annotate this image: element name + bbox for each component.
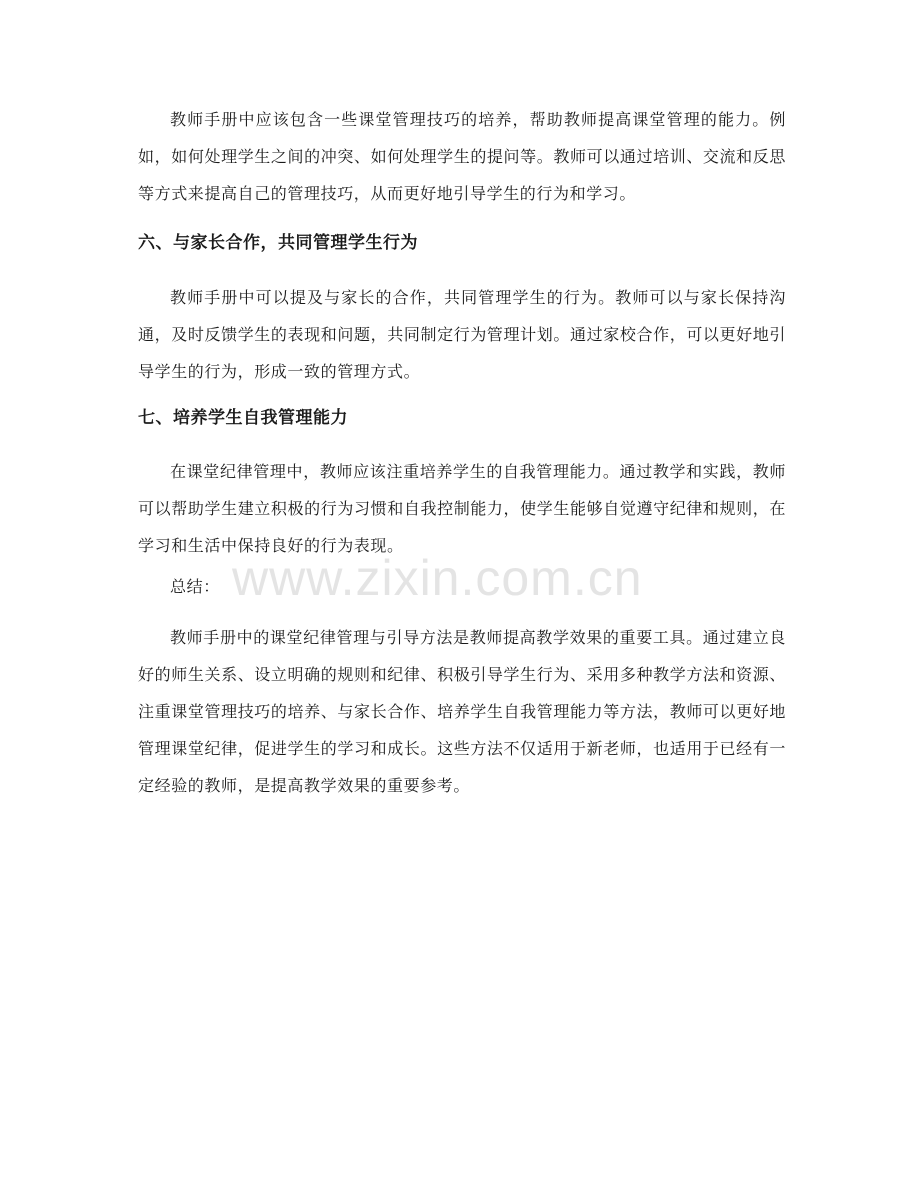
section-heading-parent-cooperation: 六、与家长合作，共同管理学生行为 bbox=[138, 233, 418, 253]
summary-label: 总结： bbox=[170, 577, 220, 596]
watermark: www.zixin.com.cn bbox=[232, 550, 643, 606]
paragraph-self-management: 在课堂纪律管理中，教师应该注重培养学生的自我管理能力。通过教学和实践，教师可以帮助学生建立积极的行为习惯和自我控制能力，使学生能够自觉遵守纪律和规则，在学习和生活中保持良好的行为表现。 bbox=[138, 462, 786, 555]
section-heading-self-management: 七、培养学生自我管理能力 bbox=[138, 408, 348, 428]
paragraph-parent-cooperation: 教师手册中可以提及与家长的合作，共同管理学生的行为。教师可以与家长保持沟通，及时反馈学生的表现和问题，共同制定行为管理计划。通过家校合作，可以更好地引导学生的行为，形成一致的管理方式。 bbox=[138, 288, 786, 381]
paragraph-classroom-management-skills: 教师手册中应该包含一些课堂管理技巧的培养，帮助教师提高课堂管理的能力。例如，如何处理学生之间的冲突、如何处理学生的提问等。教师可以通过培训、交流和反思等方式来提高自己的管理技巧，从而更好地引导学生的行为和学习。 bbox=[138, 110, 786, 203]
paragraph-summary: 教师手册中的课堂纪律管理与引导方法是教师提高教学效果的重要工具。通过建立良好的师生关系、设立明确的规则和纪律、积极引导学生行为、采用多种教学方法和资源、注重课堂管理技巧的培养、与家长合作、培养学生自我管理能力等方法，教师可以更好地管理课堂纪律，促进学生的学习和成长。这些方法不仅适用于新老师，也适用于已经有一定经验的教师，是提高教学效果的重要参考。 bbox=[138, 628, 786, 795]
